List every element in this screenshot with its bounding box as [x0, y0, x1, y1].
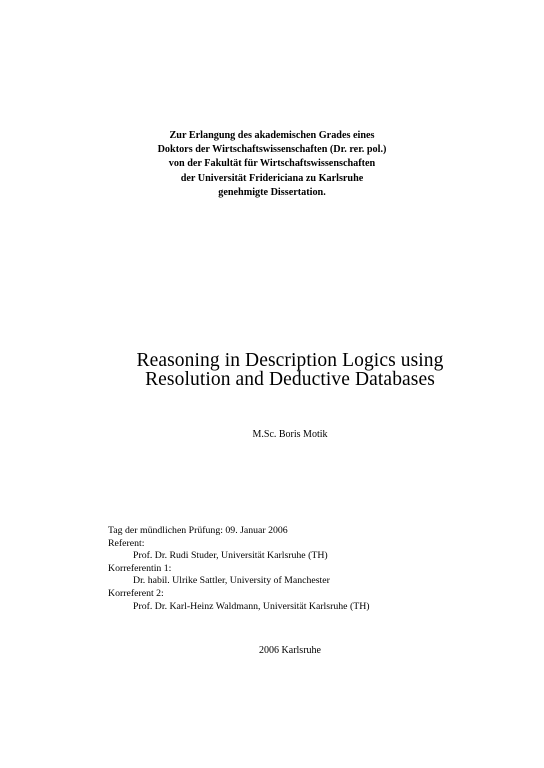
korreferent-label: Korreferent 2: [108, 587, 164, 599]
title-line-1: Reasoning in Description Logics using [136, 350, 444, 371]
preamble-line: genehmigte Dissertation. [218, 186, 326, 198]
korreferent-name: Prof. Dr. Karl-Heinz Waldmann, Universität Karlsruhe (TH) [133, 600, 370, 612]
preamble-line: von der Fakultät für Wirtschaftswissenschaften [168, 158, 376, 170]
title-line-2: Resolution and Deductive Databases [145, 368, 435, 390]
korreferentin-name: Dr. habil. Ulrike Sattler, University of Manchester [133, 575, 330, 587]
preamble-line: der Universität Fridericiana zu Karlsruhe [180, 172, 364, 184]
place-and-year: 2006 Karlsruhe [259, 645, 321, 656]
exam-date: Tag der mündlichen Prüfung: 09. Januar 2006 [108, 525, 288, 536]
dissertation-preamble [0, 129, 544, 200]
referent-name: Prof. Dr. Rudi Studer, Universität Karlsruhe (TH) [133, 550, 328, 562]
author-name: M.Sc. Boris Motik [252, 429, 328, 440]
preamble-line: Zur Erlangung des akademischen Grades eines [169, 130, 375, 141]
preamble-line: Doktors der Wirtschaftswissenschaften (Dr. rer. pol.) [157, 144, 387, 156]
dissertation-title [0, 352, 544, 389]
examination-committee [108, 525, 370, 613]
korreferentin-label: Korreferentin 1: [108, 562, 172, 574]
referent-label: Referent: [108, 537, 145, 549]
